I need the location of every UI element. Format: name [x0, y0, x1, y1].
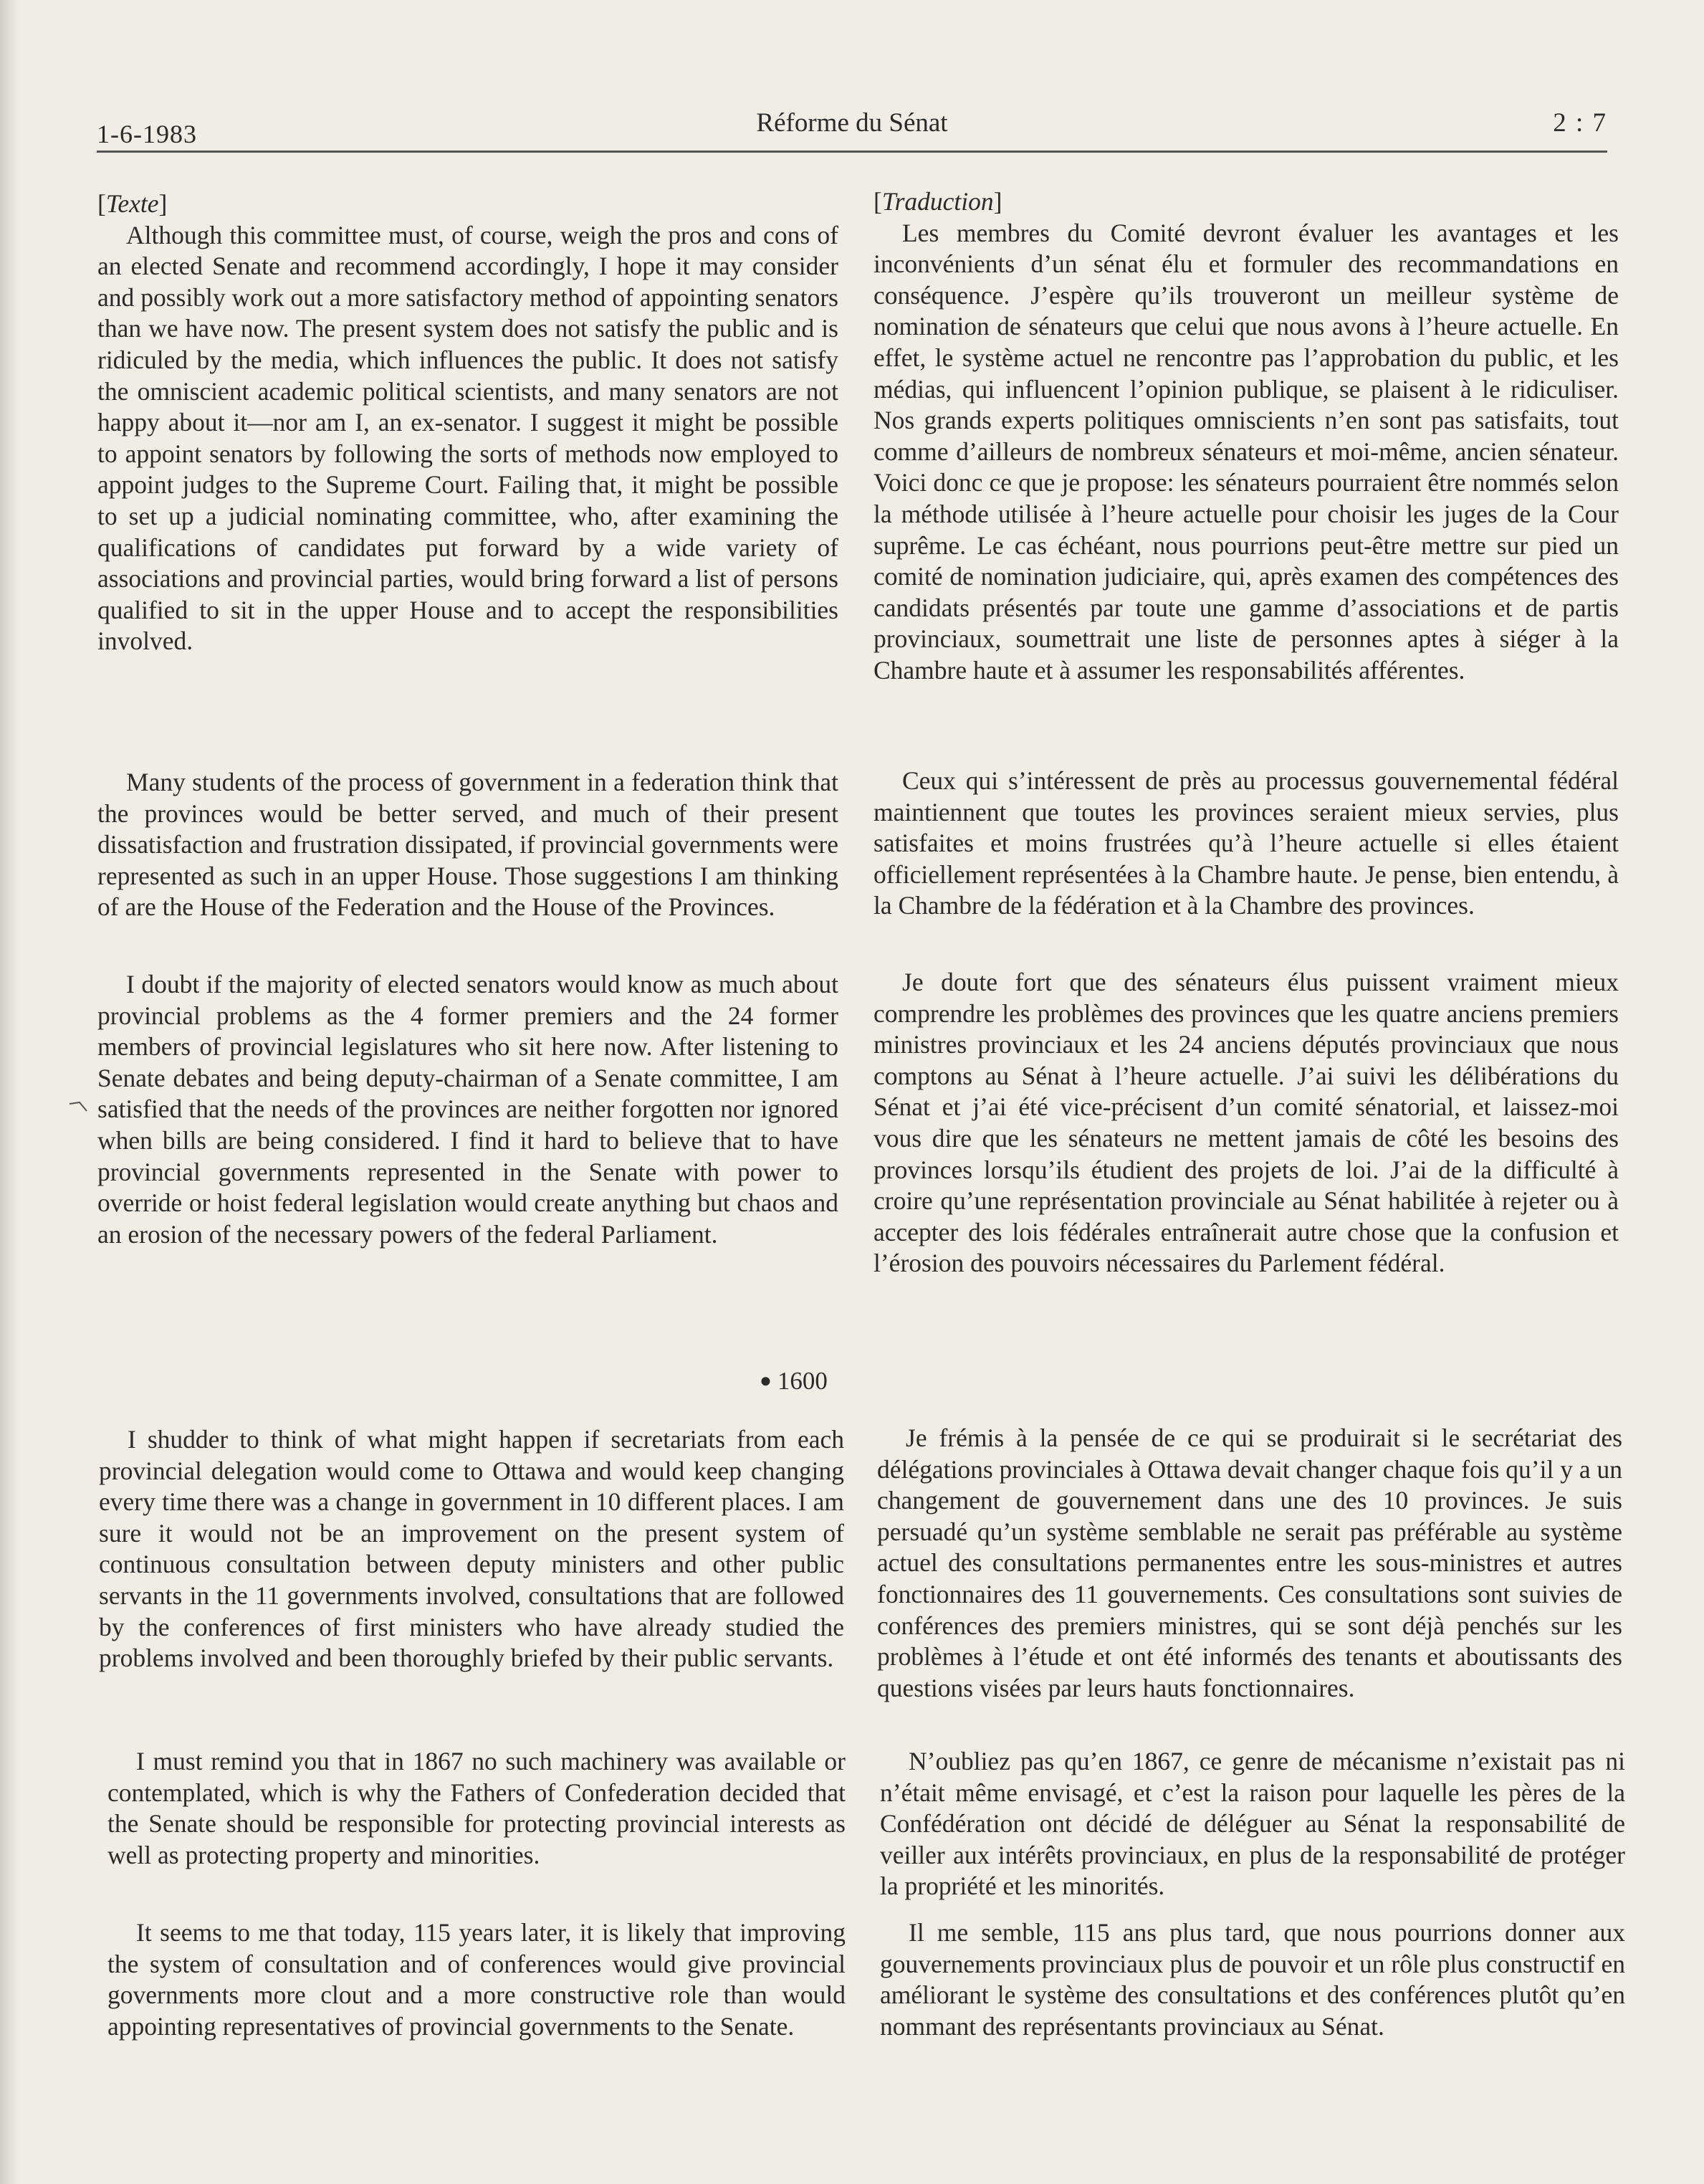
french-paragraph-6: Il me semble, 115 ans plus tard, que nous pourrions donner aux gouvernements provinciaux plus de pouvoir et un rôle plus constructif en améliorant le système des consultations et des conférences plutôt qu’en nommant des représentants provinciaux au Sénat.	[880, 1918, 1625, 2041]
french-paragraph-3: Je doute fort que des sénateurs élus puissent vraiment mieux comprendre les problèmes des provinces que les quatre anciens premiers ministres provinciaux et les 24 anciens députés provinciaux que nous comptons au Sénat à l’heure actuelle. J’ai suivi les délibérations du Sénat et j’ai été vice-précisent d’un comité sénatorial, et laissez-moi vous dire que les sénateurs ne mettent jamais de côté les besoins des provinces lorsqu’ils étudient des projets de loi. J’ai de la difficulté à croire qu’une représentation provinciale au Sénat habilitée à rejeter ou à accepter des lois fédérales entraînerait autre chose que la confusion et l’érosion des pouvoirs nécessaires du Parlement fédéral.	[873, 968, 1619, 1278]
header-page-number: 2 : 7	[1553, 108, 1607, 138]
page-binding-edge	[0, 0, 19, 2184]
page-header	[97, 108, 1607, 153]
french-paragraph-1: Les membres du Comité devront évaluer les avantages et les inconvénients d’un sénat élu et formuler des recommandations en conséquence. J’espère qu’ils trouveront un meilleur système de nomination de sénateurs que celui que nous avons à l’heure actuelle. En effet, le système actuel ne rencontre pas l’approbation du public, et les médias, qui influencent l’opinion publique, se plaisent à le ridiculiser. Nos grands experts politiques omniscients n’en sont pas satisfaits, tout comme d’ailleurs de nombreux sénateurs et moi-même, ancien sénateur. Voici donc ce que je propose: les sénateurs pourraient être nommés selon la méthode utilisée à l’heure actuelle pour choisir les juges de la Cour suprême. Le cas échéant, nous pourrions peut-être mettre sur pied un comité de nomination judiciaire, qui, après examen des compétences des candidats présentés par toute une gamme d’associations et de partis provinciaux, soumettrait une liste de personnes aptes à siéger à la Chambre haute et à assumer les responsabilités afférentes.	[873, 218, 1619, 685]
header-date: 1-6-1983	[97, 120, 197, 148]
french-paragraph-2: Ceux qui s’intéressent de près au processus gouvernemental fédéral maintiennent que toutes les provinces seraient mieux servies, plus satisfaites et moins frustrées qu’à l’heure actuelle si elles étaient officiellement représentées à la Chambre haute. Je pense, bien entendu, à la Chambre de la fédération et à la Chambre des provinces.	[873, 766, 1619, 920]
english-paragraph-4: I shudder to think of what might happen if secretariats from each provincial delegation would come to Ottawa and would keep changing every time there was a change in government in 10 different places. I am sure it would not be an improvement on the present system of continuous consultation between deputy ministers and other public servants in the 11 governments involved, consultations that are followed by the conferences of first ministers who have already studied the problems involved and been thoroughly briefed by their public servants.	[99, 1425, 844, 1673]
header-title: Réforme du Sénat	[756, 108, 948, 138]
french-column-block-4	[877, 1423, 1622, 1704]
french-paragraph-4: Je frémis à la pensée de ce qui se produirait si le secrétariat des délégations provinciales à Ottawa devait changer chaque fois qu’il y a un changement de gouvernement dans une des 10 provinces. Je suis persuadé qu’un système semblable ne serait pas préférable au système actuel des consultations permanentes entre les sous-ministres et autres fonctionnaires des 11 gouvernements. Ces consultations sont suivies de conférences des premiers ministres, qui se sont déjà penchés sur les problèmes à l’étude et ont été informés des tenants et aboutissants des questions visées par leurs hauts fonctionnaires.	[877, 1424, 1622, 1702]
french-column-block-5	[880, 1746, 1625, 1902]
english-paragraph-5: I must remind you that in 1867 no such machinery was available or contemplated, which is why the Fathers of Confederation decided that the Senate should be responsible for protecting provincial interests as well as protecting property and minorities.	[107, 1747, 846, 1869]
translation-marker: [Traduction]	[873, 187, 1002, 216]
french-column-block-2	[873, 766, 1619, 922]
english-column-block-5	[107, 1746, 846, 1871]
bullet-icon: ●	[760, 1370, 772, 1392]
handwritten-margin-tick	[68, 1098, 97, 1120]
french-column-block-3	[873, 967, 1619, 1279]
english-paragraph-2: Many students of the process of government in a federation think that the provinces would be better served, and much of their present dissatisfaction and frustration dissipated, if provincial governments were represented as such in an upper House. Those suggestions I am thinking of are the House of the Federation and the House of the Provinces.	[97, 768, 838, 922]
sitting-timestamp	[760, 1367, 828, 1396]
english-column-block-6	[107, 1917, 846, 2042]
french-column	[873, 186, 1619, 687]
english-column-block-3	[97, 969, 838, 1250]
text-marker: [Texte]	[97, 189, 168, 218]
english-paragraph-3: I doubt if the majority of elected senators would know as much about provincial problems as the 4 former premiers and the 24 former members of provincial legislatures who sit here now. After listening to Senate debates and being deputy-chairman of a Senate committee, I am satisfied that the needs of the provinces are neither forgotten nor ignored when bills are being considered. I find it hard to believe that to have provincial governments represented in the Senate with power to override or hoist federal legislation would create anything but chaos and an erosion of the necessary powers of the federal Parliament.	[97, 970, 838, 1249]
english-paragraph-1: Although this committee must, of course, weigh the pros and cons of an elected Senate and recommend accordingly, I hope it may consider and possibly work out a more satisfactory method of appointing senators than we have now. The present system does not satisfy the public and is ridiculed by the media, which influences the public. It does not satisfy the omniscient academic political scientists, and many senators are not happy about it—nor am I, an ex-senator. I suggest it might be possible to appoint senators by following the sorts of methods now employed to appoint judges to the Supreme Court. Failing that, it might be possible to set up a judicial nominating committee, who, after examining the qualifications of candidates put forward by a wide variety of associations and provincial parties, would bring forward a list of persons qualified to sit in the upper House and to accept the responsibilities involved.	[97, 220, 838, 656]
english-paragraph-6: It seems to me that today, 115 years later, it is likely that improving the system of consultation and of conferences would give provincial governments more clout and a more constructive role than would appointing representatives of provincial governments to the Senate.	[107, 1918, 846, 2041]
french-paragraph-5: N’oubliez pas qu’en 1867, ce genre de mécanisme n’existait pas ni n’était même envisagé, et c’est la raison pour laquelle les pères de la Confédération ont décidé de déléguer au Sénat la responsabilité de veiller aux intérêts provinciaux, en plus de la responsabilité de protéger la propriété et les minorités.	[880, 1747, 1625, 1901]
english-column-block-4	[99, 1424, 844, 1674]
english-column	[97, 189, 838, 657]
french-column-block-6	[880, 1917, 1625, 2042]
english-column-block-2	[97, 767, 838, 923]
timestamp-value: 1600	[777, 1367, 828, 1395]
